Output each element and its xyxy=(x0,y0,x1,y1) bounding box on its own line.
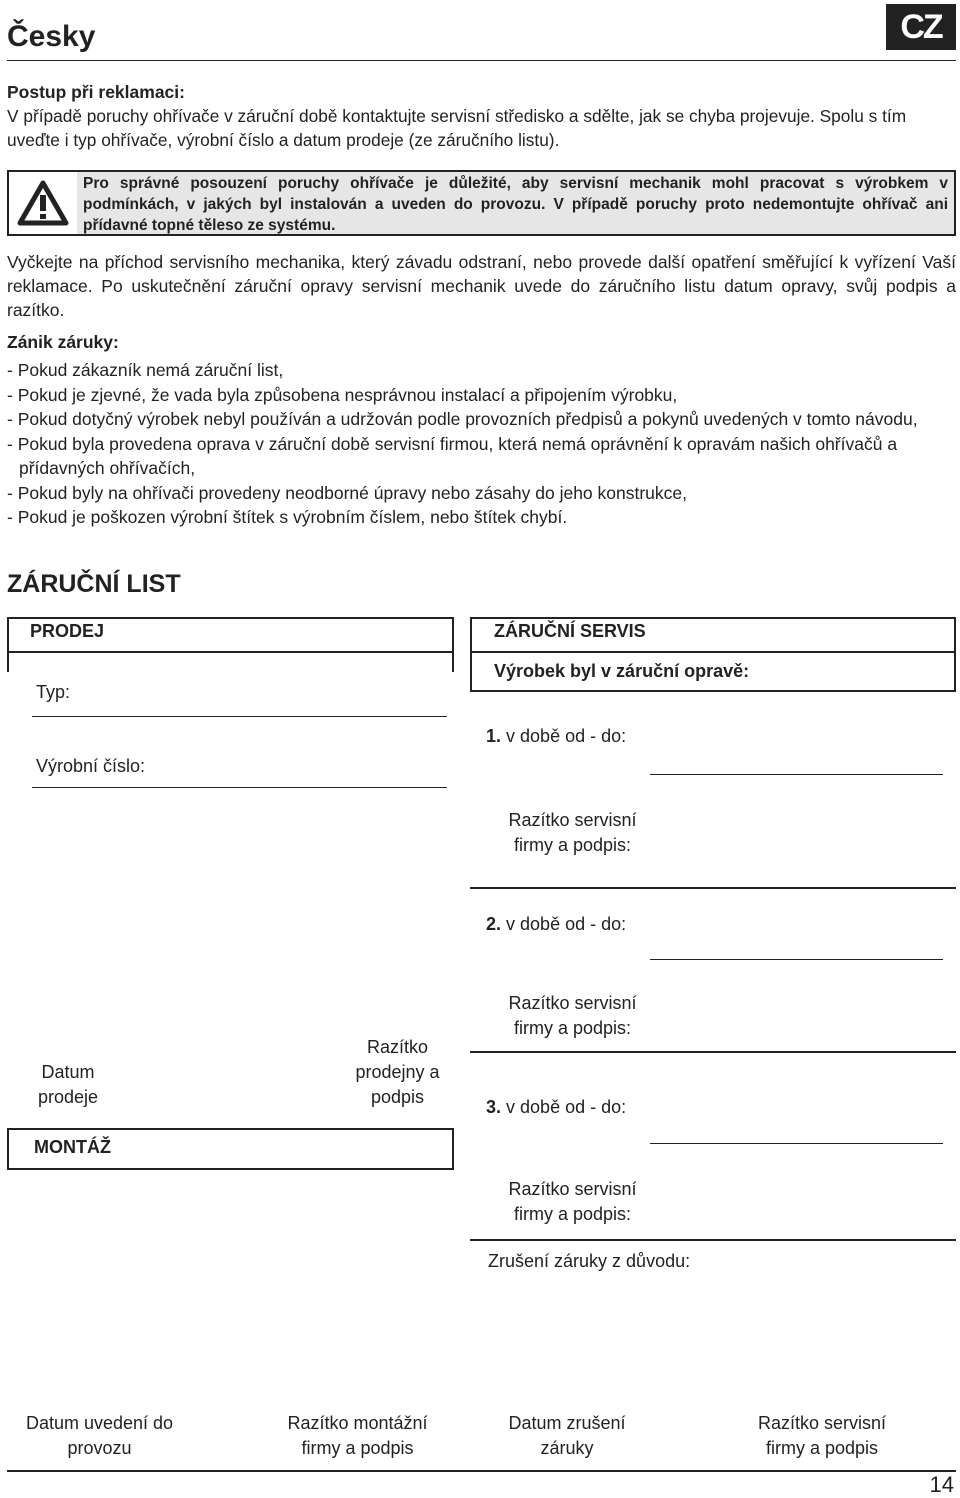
installer-stamp-label: Razítko montážní firmy a podpis xyxy=(287,1413,428,1458)
service-heading: ZÁRUČNÍ SERVIS xyxy=(494,621,646,641)
list-item: - Pokud je zjevné, že vada byla způsobena nesprávnou instalací a připojením výrobku, xyxy=(7,384,678,405)
complaint-text: V případě poruchy ohřívače v záruční době kontaktujte servisní středisko a sdělte, jak se chyba projevuje. Spolu s tím uveďte i typ ohřívače, výrobní číslo a datum prodeje (ze záručního listu). xyxy=(7,106,907,150)
type-field[interactable] xyxy=(32,716,447,717)
shop-stamp-label: Razítko prodejny a podpis xyxy=(355,1037,440,1107)
serial-label: Výrobní číslo: xyxy=(36,756,146,776)
list-item: - Pokud je poškozen výrobní štítek s výrobním číslem, nebo štítek chybí. xyxy=(7,507,568,527)
sale-heading: PRODEJ xyxy=(30,621,105,641)
service-right-edge xyxy=(954,617,956,692)
header-rule xyxy=(7,60,956,61)
list-item: - Pokud zákazník nemá záruční list, xyxy=(7,360,284,380)
page-number: 14 xyxy=(929,1472,954,1497)
repair-2-stamp-label: Razítko servisní firmy a podpis: xyxy=(508,993,637,1038)
install-heading-rule xyxy=(7,1168,454,1170)
install-left-edge xyxy=(7,1128,9,1170)
list-item: - Pokud byly na ohřívači provedeny neodborné úpravy nebo zásahy do jeho konstrukce, xyxy=(7,482,688,503)
expiry-heading: Zánik záruky: xyxy=(7,332,119,352)
repair-3-rule xyxy=(470,1239,956,1241)
warning-box xyxy=(7,170,956,236)
repair-3-period-label: 3. v době od - do: xyxy=(486,1097,627,1117)
install-top-rule xyxy=(7,1128,454,1130)
repair-3-period-field[interactable] xyxy=(650,1143,943,1144)
repair-1-rule xyxy=(470,887,956,889)
serial-field[interactable] xyxy=(32,787,447,788)
service-stamp-label: Razítko servisní firmy a podpis xyxy=(757,1413,887,1458)
warranty-card-title: ZÁRUČNÍ LIST xyxy=(7,570,181,598)
warning-text: Pro správné posouzení poruchy ohřívače je důležité, aby servisní mechanik mohl pracovat s výrobkem v podmínkách, v jakých byl instalován a uveden do provozu. V případě poruchy proto nedemontujte ohřívač ani přídavné topné těleso ze systému. xyxy=(83,175,948,234)
cancel-date-label: Datum zrušení záruky xyxy=(508,1413,626,1458)
sale-left-edge xyxy=(7,617,9,672)
cancel-reason-label: Zrušení záruky z důvodu: xyxy=(488,1251,691,1271)
warning-triangle-icon xyxy=(17,180,69,226)
repair-1-period-field[interactable] xyxy=(650,774,943,775)
repair-1-period-label: 1. v době od - do: xyxy=(486,726,627,746)
sale-right-edge xyxy=(452,617,454,672)
service-subheading-rule xyxy=(470,690,956,692)
wait-text: Vyčkejte na příchod servisního mechanika, který závadu odstraní, nebo provede další opatření směřující k vyřízení Vaší reklamace. Po uskutečnění záruční opravy servisní mechanik uvede do záručního listu datum opravy, svůj podpis a razítko. xyxy=(7,252,956,320)
page-title: Česky xyxy=(7,20,96,53)
language-badge: CZ xyxy=(886,4,956,50)
type-label: Typ: xyxy=(36,682,71,702)
install-right-edge xyxy=(452,1128,454,1170)
warning-icon-cell xyxy=(9,172,77,234)
expiry-list xyxy=(7,358,950,530)
repair-3-stamp-label: Razítko servisní firmy a podpis: xyxy=(508,1179,637,1224)
repair-2-rule xyxy=(470,1051,956,1053)
service-top-rule xyxy=(470,617,956,619)
list-item: - Pokud byla provedena oprava v záruční době servisní firmou, která nemá oprávnění k opravám našich ohřívačů a přídavných ohřívačích, xyxy=(7,433,898,478)
complaint-heading: Postup při reklamaci: xyxy=(7,82,185,102)
sale-top-rule xyxy=(7,617,454,619)
service-subheading: Výrobek byl v záruční opravě: xyxy=(494,661,750,681)
card-bottom-rule xyxy=(7,1470,956,1472)
service-heading-rule xyxy=(470,651,956,653)
list-item: - Pokud dotyčný výrobek nebyl používán a udržován podle provozních předpisů a pokynů uvedených v tomto návodu, xyxy=(7,409,918,429)
commission-date-label: Datum uvedení do provozu xyxy=(25,1413,174,1458)
service-left-edge xyxy=(470,617,472,692)
sale-date-label: Datum prodeje xyxy=(37,1062,99,1107)
install-heading: MONTÁŽ xyxy=(34,1137,111,1157)
repair-1-stamp-label: Razítko servisní firmy a podpis: xyxy=(508,810,637,855)
repair-2-period-label: 2. v době od - do: xyxy=(486,914,627,934)
sale-heading-rule xyxy=(7,651,454,653)
repair-2-period-field[interactable] xyxy=(650,959,943,960)
